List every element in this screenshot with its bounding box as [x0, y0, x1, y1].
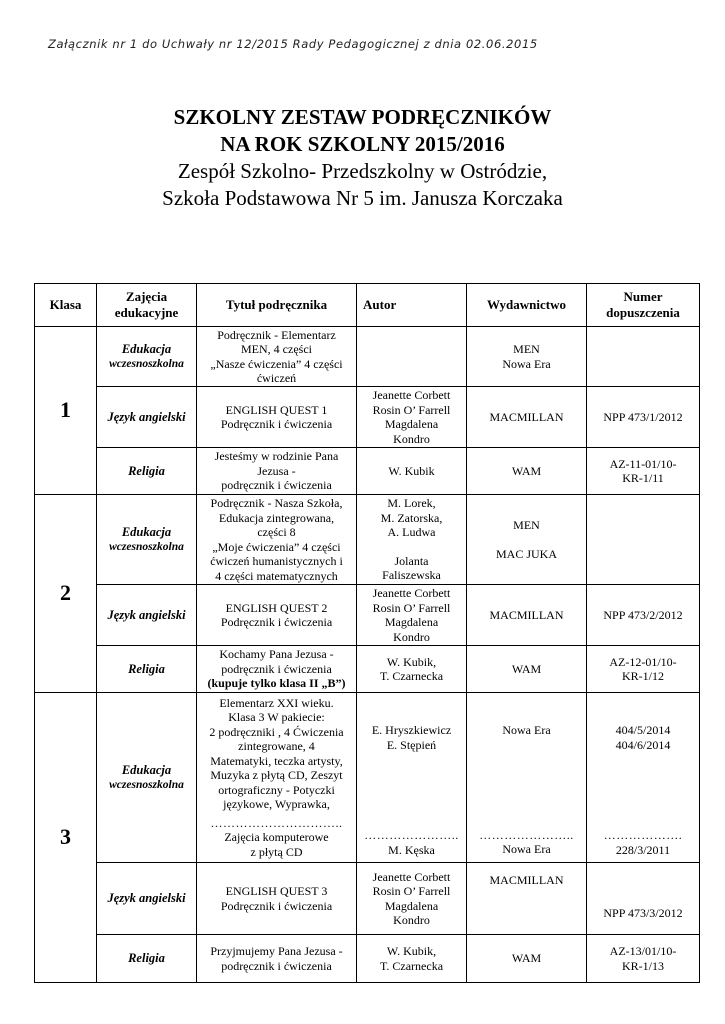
cell-line: Jeanette Corbett	[372, 586, 451, 600]
subject-name: Religia	[128, 951, 165, 966]
author-cell	[357, 646, 467, 693]
class-number: 2	[35, 495, 97, 693]
cell-line: ENGLISH QUEST 3	[225, 884, 328, 898]
title-cell	[197, 693, 357, 863]
publisher-cell	[467, 495, 587, 585]
cell-line: ćwiczeń	[256, 371, 297, 385]
subject-name: Język angielski	[107, 607, 186, 622]
header-text: dopuszczenia	[606, 305, 680, 320]
number-cell: NPP 473/3/2012	[587, 863, 700, 935]
cell-line: Podręcznik i ćwiczenia	[220, 898, 333, 913]
column-header-numer	[587, 284, 700, 327]
title-cell	[197, 935, 357, 983]
spacer	[359, 693, 464, 723]
spacer	[589, 693, 697, 723]
cell-line: Kondro	[393, 629, 430, 644]
table-row	[35, 646, 700, 693]
subject-name: Edukacja	[121, 762, 172, 777]
dotted-separator: …………………………..	[210, 815, 343, 830]
column-header-klasa: Klasa	[35, 284, 97, 327]
class-number: 3	[35, 693, 97, 983]
cell-line: Kochamy Pana Jezusa -	[219, 647, 334, 662]
spacer	[469, 738, 584, 824]
author-cell	[357, 495, 467, 585]
cell-line: AZ-11-01/10-	[609, 456, 677, 471]
column-header-autor: Autor	[357, 284, 467, 327]
cell-line: ENGLISH QUEST 1	[225, 402, 328, 417]
cell-line: „Nasze ćwiczenia” 4 części	[210, 356, 343, 371]
author-cell	[357, 327, 467, 387]
cell-line: T. Czarnecka	[379, 958, 444, 973]
publisher-cell	[467, 693, 587, 863]
subject-cell	[97, 863, 197, 935]
subject-name: Religia	[128, 463, 165, 478]
cell-line: MAC JUKA	[495, 546, 557, 561]
subject-name: Religia	[128, 661, 165, 676]
cell-line: Jeanette Corbett	[372, 388, 451, 402]
author-cell	[357, 693, 467, 863]
cell-line: Przyjmujemy Pana Jezusa -	[210, 944, 343, 958]
spacer	[589, 752, 697, 824]
title-cell	[197, 863, 357, 935]
cell-line: MEN	[513, 518, 540, 532]
textbook-table	[34, 283, 700, 983]
column-header-tytul: Tytuł podręcznika	[197, 284, 357, 327]
cell-line: z płytą CD	[250, 844, 303, 859]
table-row	[35, 863, 700, 935]
cell-line: podręcznik i ćwiczenia	[221, 478, 332, 493]
number-cell: NPP 473/1/2012	[587, 387, 700, 448]
subject-cell	[97, 327, 197, 387]
cell-line: W. Kubik,	[386, 654, 437, 669]
cell-line: M. Lorek,	[387, 496, 436, 511]
cell-line: Podręcznik - Nasza Szkoła,	[210, 496, 343, 510]
cell-line: „Moje ćwiczenia” 4 części	[212, 539, 341, 554]
cell-line: Elementarz XXI wieku.	[219, 695, 334, 710]
subject-cell	[97, 448, 197, 495]
dotted-separator: …………………..	[364, 828, 459, 842]
title-line-4: Szkoła Podstawowa Nr 5 im. Janusza Korczaka	[162, 186, 563, 210]
title-line-3: Zespół Szkolno- Przedszkolny w Ostródzie,	[177, 159, 548, 183]
cell-line: Nowa Era	[502, 723, 551, 737]
table-row	[35, 935, 700, 983]
publisher-cell: MACMILLAN	[467, 387, 587, 448]
author-cell: W. Kubik	[357, 448, 467, 495]
title-line-2: NA ROK SZKOLNY 2015/2016	[220, 132, 505, 156]
table-row	[35, 495, 700, 585]
spacer	[359, 540, 464, 554]
dotted-separator: ……………….	[603, 828, 683, 842]
cell-line: AZ-13/01/10-	[609, 944, 677, 958]
subject-name: Edukacja	[121, 341, 172, 356]
cell-line: KR-1/11	[622, 471, 664, 485]
subject-cell	[97, 935, 197, 983]
cell-line: AZ-12-01/10-	[609, 654, 677, 669]
spacer	[359, 752, 464, 824]
subject-cell	[97, 646, 197, 693]
number-cell	[587, 495, 700, 585]
author-cell	[357, 585, 467, 646]
cell-line: Rosin O’ Farrell	[372, 600, 451, 615]
cell-line: Nowa Era	[502, 356, 551, 371]
subject-name: Edukacja	[121, 524, 172, 539]
subject-name: Język angielski	[107, 409, 186, 424]
title-cell	[197, 495, 357, 585]
number-cell	[587, 327, 700, 387]
subject-name: wczesnoszkolna	[109, 779, 184, 791]
number-cell: NPP 473/2/2012	[587, 585, 700, 646]
cell-line: Rosin O’ Farrell	[372, 402, 451, 417]
cell-line: Kondro	[393, 913, 430, 927]
cell-line: Podręcznik - Elementarz	[217, 327, 336, 342]
cell-line: Rosin O’ Farrell	[372, 884, 451, 898]
cell-line: podręcznik i ćwiczenia	[221, 661, 332, 676]
subject-cell	[97, 585, 197, 646]
author-cell	[357, 863, 467, 935]
attachment-note: Załącznik nr 1 do Uchwały nr 12/2015 Rady Pedagogicznej z dnia 02.06.2015	[48, 37, 538, 51]
subject-cell	[97, 495, 197, 585]
title-cell	[197, 448, 357, 495]
title-cell	[197, 585, 357, 646]
table-header-row	[35, 284, 700, 327]
header-text: Zajęcia	[125, 289, 168, 304]
header-text: edukacyjne	[114, 305, 179, 320]
cell-line: Kondro	[393, 431, 430, 446]
number-cell	[587, 693, 700, 863]
cell-line: Klasa 3 W pakiecie:	[228, 710, 325, 725]
cell-line: W. Kubik,	[386, 944, 437, 958]
cell-line: 2 podręczniki , 4 Ćwiczenia	[209, 724, 344, 739]
table-row	[35, 448, 700, 495]
subject-cell	[97, 387, 197, 448]
cell-line: Magdalena	[384, 615, 439, 629]
cell-line: 404/6/2014	[615, 737, 671, 752]
header-text: Numer	[623, 289, 663, 304]
table-row	[35, 387, 700, 448]
document-title-block	[0, 104, 725, 212]
number-cell	[587, 448, 700, 495]
title-cell	[197, 387, 357, 448]
publisher-cell: WAM	[467, 448, 587, 495]
subject-cell	[97, 693, 197, 863]
title-cell	[197, 646, 357, 693]
cell-line: Muzyka z płytą CD, Zeszyt	[210, 768, 343, 783]
cell-line: MEN	[513, 342, 540, 356]
cell-line: Jeanette Corbett	[372, 869, 451, 884]
class-note: (kupuje tylko klasa II „B”)	[207, 676, 346, 691]
cell-line: M. Zatorska,	[380, 510, 443, 525]
publisher-cell: WAM	[467, 646, 587, 693]
table-row	[35, 585, 700, 646]
cell-line: ENGLISH QUEST 2	[225, 600, 328, 615]
cell-line: językowe, Wyprawka,	[223, 797, 330, 812]
spacer	[469, 533, 584, 547]
cell-line: Jolanta	[394, 553, 429, 568]
cell-line: Magdalena	[384, 417, 439, 431]
column-header-zajecia	[97, 284, 197, 327]
cell-line: M. Kęska	[388, 842, 435, 857]
author-cell	[357, 935, 467, 983]
cell-line: podręcznik i ćwiczenia	[221, 958, 332, 973]
cell-line: Zajęcia komputerowe	[224, 830, 329, 845]
cell-line: E. Hryszkiewicz	[371, 723, 452, 737]
spacer	[469, 693, 584, 723]
cell-line: A. Ludwa	[387, 525, 436, 540]
cell-line: MEN, 4 części	[241, 342, 312, 356]
title-line-1: SZKOLNY ZESTAW PODRĘCZNIKÓW	[173, 105, 552, 129]
cell-line: T. Czarnecka	[379, 669, 444, 683]
publisher-cell	[467, 327, 587, 387]
dotted-separator: …………………..	[479, 827, 574, 842]
cell-line: Magdalena	[384, 898, 439, 913]
cell-line: ortograficzny - Potyczki	[218, 782, 335, 797]
cell-line: części 8	[257, 525, 296, 539]
number-cell	[587, 646, 700, 693]
cell-line: KR-1/12	[622, 669, 664, 683]
table-row	[35, 327, 700, 387]
author-cell	[357, 387, 467, 448]
column-header-wydawnictwo: Wydawnictwo	[467, 284, 587, 327]
cell-line: Matematyki, teczka artysty,	[210, 753, 343, 768]
cell-line: zintegrowane, 4	[238, 739, 315, 754]
cell-line: KR-1/13	[622, 958, 664, 973]
publisher-cell: WAM	[467, 935, 587, 983]
table-row	[35, 693, 700, 863]
number-cell	[587, 935, 700, 983]
class-number: 1	[35, 327, 97, 495]
cell-line: Nowa Era	[502, 842, 551, 856]
subject-name: wczesnoszkolna	[109, 358, 184, 370]
cell-line: Faliszewska	[382, 568, 441, 583]
cell-line: Edukacja zintegrowana,	[218, 510, 335, 525]
publisher-cell: MACMILLAN	[467, 863, 587, 935]
publisher-cell: MACMILLAN	[467, 585, 587, 646]
cell-line: Podręcznik i ćwiczenia	[220, 615, 333, 629]
cell-line: E. Stępień	[386, 737, 437, 752]
cell-line: 4 części matematycznych	[215, 568, 338, 583]
cell-line: 228/3/2011	[615, 842, 671, 857]
cell-line: 404/5/2014	[615, 723, 671, 737]
subject-name: Język angielski	[107, 891, 186, 906]
subject-name: wczesnoszkolna	[109, 541, 184, 553]
cell-line: Podręcznik i ćwiczenia	[220, 417, 333, 431]
title-cell	[197, 327, 357, 387]
cell-line: Jezusa -	[257, 463, 296, 478]
cell-line: ćwiczeń humanistycznych i	[210, 554, 343, 568]
cell-line: Jesteśmy w rodzinie Pana	[214, 449, 339, 464]
